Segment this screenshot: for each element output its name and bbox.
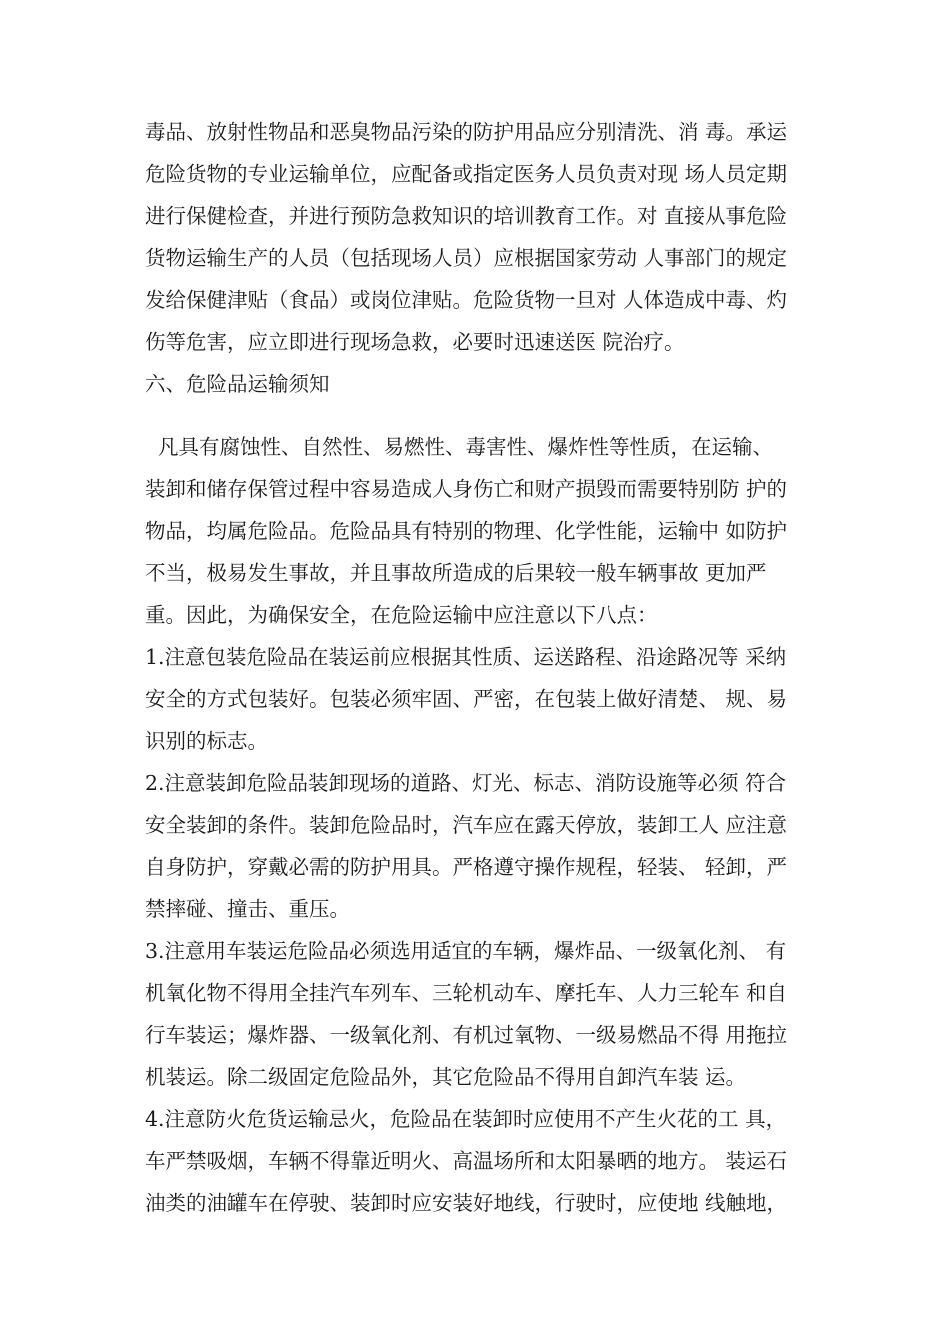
- text-line: 安全的方式包装好。包装必须牢固、严密，在包装上做好清楚、 规、易: [145, 687, 788, 711]
- list-item-fire-prevention: [145, 1098, 825, 1224]
- text-line: 4.注意防火危货运输忌火，危险品在装卸时应使用不产生火花的工 具，: [145, 1107, 787, 1131]
- text-line: 1.注意包装危险品在装运前应根据其性质、运送路程、沿途路况等 采纳: [145, 645, 787, 669]
- text-line: 禁摔碰、撞击、重压。: [145, 897, 350, 921]
- paragraph-intro: [145, 426, 825, 636]
- text-line: 毒品、放射性物品和恶臭物品污染的防护用品应分别清洗、消 毒。承运: [145, 120, 788, 144]
- text-line: 识别的标志。: [145, 729, 268, 753]
- text-line: 2.注意装卸危险品装卸现场的道路、灯光、标志、消防设施等必须 符合: [145, 771, 787, 795]
- text-line: 机氧化物不得用全挂汽车列车、三轮机动车、摩托车、人力三轮车 和自: [145, 981, 788, 1005]
- document-body: [145, 111, 825, 1224]
- text-line: 货物运输生产的人员（包括现场人员）应根据国家劳动 人事部门的规定: [145, 246, 788, 270]
- text-line: 安全装卸的条件。装卸危险品时，汽车应在露天停放，装卸工人 应注意: [145, 813, 788, 837]
- text-line: 凡具有腐蚀性、自然性、易燃性、毒害性、爆炸性等性质，在运输、: [145, 435, 774, 459]
- paragraph-spacer: [145, 405, 825, 426]
- list-item-packaging: [145, 636, 825, 762]
- text-line: 车严禁吸烟，车辆不得靠近明火、高温场所和太阳暴晒的地方。 装运石: [145, 1149, 788, 1173]
- paragraph-health-protection: [145, 111, 825, 363]
- text-line: 不当，极易发生事故，并且事故所造成的后果较一般车辆事故 更加严: [145, 561, 767, 585]
- section-heading: 六、危险品运输须知: [145, 372, 330, 396]
- text-line: 机装运。除二级固定危险品外，其它危险品不得用自卸汽车装 运。: [145, 1065, 747, 1089]
- text-line: 危险货物的专业运输单位，应配备或指定医务人员负责对现 场人员定期: [145, 162, 788, 186]
- text-line: 油类的油罐车在停驶、装卸时应安装好地线，行驶时，应使地 线触地，: [145, 1191, 788, 1215]
- text-line: 进行保健检查，并进行预防急救知识的培训教育工作。对 直接从事危险: [145, 204, 788, 228]
- text-line: 行车装运；爆炸器、一级氧化剂、有机过氧物、一级易燃品不得 用拖拉: [145, 1023, 788, 1047]
- text-line: 重。因此，为确保安全，在危险运输中应注意以下八点：: [145, 603, 658, 627]
- list-item-vehicle: [145, 930, 825, 1098]
- text-line: 发给保健津贴（食品）或岗位津贴。危险货物一旦对 人体造成中毒、灼: [145, 288, 788, 312]
- text-line: 装卸和储存保管过程中容易造成人身伤亡和财产损毁而需要特别防 护的: [145, 477, 788, 501]
- text-line: 伤等危害，应立即进行现场急救，必要时迅速送医 院治疗。: [145, 330, 685, 354]
- list-item-loading: [145, 762, 825, 930]
- text-line: 自身防护，穿戴必需的防护用具。严格遵守操作规程，轻装、 轻卸，严: [145, 855, 788, 879]
- text-line: 物品，均属危险品。危险品具有特别的物理、化学性能，运输中 如防护: [145, 519, 788, 543]
- text-line: 3.注意用车装运危险品必须选用适宜的车辆，爆炸品、一级氧化剂、 有: [145, 939, 787, 963]
